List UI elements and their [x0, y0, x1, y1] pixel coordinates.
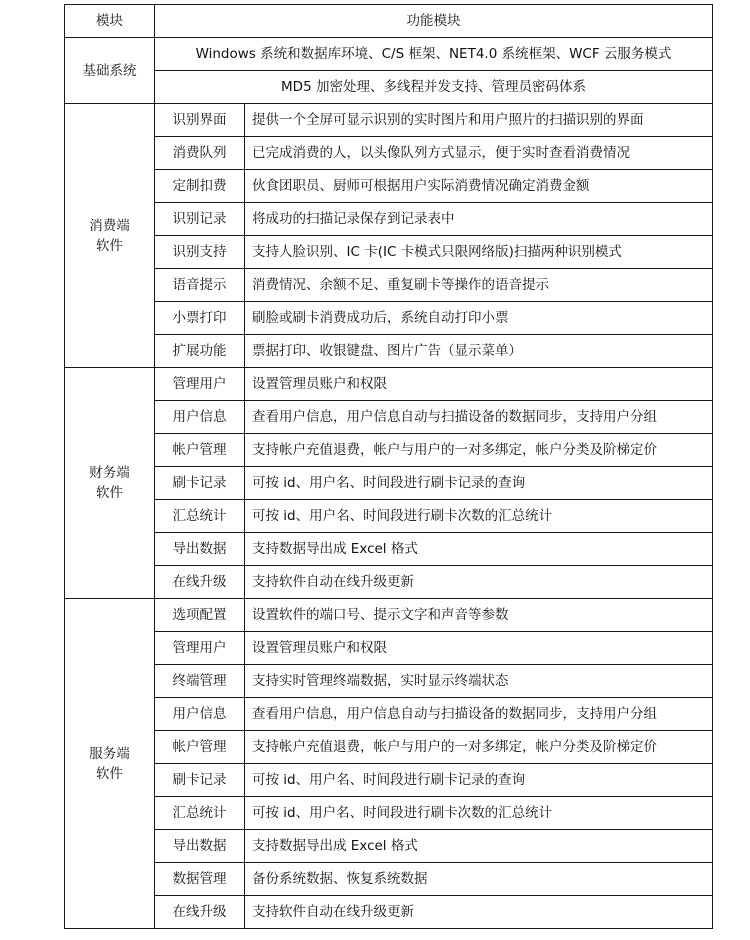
submodule-desc: 支持人脸识别、IC 卡(IC 卡模式只限网络版)扫描两种识别模式 [245, 236, 713, 269]
module-server [65, 599, 155, 929]
submodule-name: 帐户管理 [155, 434, 245, 467]
table-row [65, 236, 713, 269]
table-row [65, 896, 713, 929]
module-name-line1: 财务端 [89, 465, 130, 481]
submodule-desc: 可按 id、用户名、时间段进行刷卡记录的查询 [245, 764, 713, 797]
table-row [65, 203, 713, 236]
table-row [65, 533, 713, 566]
module-base: 基础系统 [65, 38, 155, 104]
header-row [65, 5, 713, 38]
submodule-desc: 备份系统数据、恢复系统数据 [245, 863, 713, 896]
base-desc: Windows 系统和数据库环境、C/S 框架、NET4.0 系统框架、WCF 云服务模式 [155, 38, 713, 71]
module-name-line1: 服务端 [89, 745, 130, 762]
submodule-desc: 设置软件的端口号、提示文字和声音等参数 [245, 599, 713, 632]
base-row [65, 38, 713, 71]
table-row [65, 764, 713, 797]
submodule-desc: 查看用户信息，用户信息自动与扫描设备的数据同步，支持用户分组 [245, 698, 713, 731]
submodule-name: 消费队列 [155, 137, 245, 170]
table-row [65, 137, 713, 170]
spec-sheet [64, 4, 712, 936]
module-name-line2: 软件 [96, 765, 123, 782]
submodule-desc: 支持软件自动在线升级更新 [245, 896, 713, 929]
submodule-name: 刷卡记录 [155, 467, 245, 500]
table-row [65, 632, 713, 665]
table-row [65, 830, 713, 863]
submodule-name: 识别界面 [155, 104, 245, 137]
table-row [65, 269, 713, 302]
submodule-name: 用户信息 [155, 401, 245, 434]
module-name-line1: 消费端 [89, 217, 130, 234]
submodule-name: 刷卡记录 [155, 764, 245, 797]
module-consumer [65, 104, 155, 368]
submodule-desc: 可按 id、用户名、时间段进行刷卡次数的汇总统计 [245, 797, 713, 830]
submodule-name: 小票打印 [155, 302, 245, 335]
submodule-desc: 将成功的扫描记录保存到记录表中 [245, 203, 713, 236]
table-row [65, 401, 713, 434]
table-row [65, 863, 713, 896]
submodule-desc: 设置管理员账户和权限 [245, 368, 713, 401]
submodule-desc: 支持软件自动在线升级更新 [245, 566, 713, 599]
table-row [65, 104, 713, 137]
submodule-name: 识别记录 [155, 203, 245, 236]
module-finance [65, 368, 155, 599]
submodule-name: 定制扣费 [155, 170, 245, 203]
base-row [65, 71, 713, 104]
table-row [65, 302, 713, 335]
table-row [65, 698, 713, 731]
table-row [65, 335, 713, 368]
table-row [65, 434, 713, 467]
submodule-desc: 支持帐户充值退费，帐户与用户的一对多绑定，帐户分类及阶梯定价 [245, 731, 713, 764]
submodule-name: 在线升级 [155, 896, 245, 929]
submodule-desc: 票据打印、收银键盘、图片广告（显示菜单） [245, 335, 713, 368]
table-row [65, 665, 713, 698]
table-row [65, 599, 713, 632]
table-row [65, 467, 713, 500]
submodule-name: 汇总统计 [155, 797, 245, 830]
table-row [65, 566, 713, 599]
submodule-name: 扩展功能 [155, 335, 245, 368]
table-row [65, 500, 713, 533]
submodule-name: 帐户管理 [155, 731, 245, 764]
table-row [65, 731, 713, 764]
submodule-desc: 消费情况、余额不足、重复刷卡等操作的语音提示 [245, 269, 713, 302]
submodule-name: 导出数据 [155, 830, 245, 863]
table-row [65, 368, 713, 401]
submodule-desc: 设置管理员账户和权限 [245, 632, 713, 665]
submodule-name: 语音提示 [155, 269, 245, 302]
submodule-desc: 伙食团职员、厨师可根据用户实际消费情况确定消费金额 [245, 170, 713, 203]
submodule-desc: 已完成消费的人，以头像队列方式显示，便于实时查看消费情况 [245, 137, 713, 170]
module-name-line2: 软件 [96, 485, 123, 501]
submodule-name: 用户信息 [155, 698, 245, 731]
submodule-name: 导出数据 [155, 533, 245, 566]
submodule-desc: 支持实时管理终端数据，实时显示终端状态 [245, 665, 713, 698]
header-function: 功能模块 [155, 5, 713, 38]
submodule-name: 终端管理 [155, 665, 245, 698]
submodule-desc: 支持数据导出成 Excel 格式 [245, 533, 713, 566]
submodule-desc: 查看用户信息，用户信息自动与扫描设备的数据同步，支持用户分组 [245, 401, 713, 434]
submodule-name: 选项配置 [155, 599, 245, 632]
base-desc: MD5 加密处理、多线程并发支持、管理员密码体系 [155, 71, 713, 104]
submodule-name: 识别支持 [155, 236, 245, 269]
submodule-name: 管理用户 [155, 368, 245, 401]
module-name-line2: 软件 [96, 237, 123, 254]
submodule-desc: 支持帐户充值退费，帐户与用户的一对多绑定，帐户分类及阶梯定价 [245, 434, 713, 467]
submodule-desc: 可按 id、用户名、时间段进行刷卡次数的汇总统计 [245, 500, 713, 533]
header-module: 模块 [65, 5, 155, 38]
submodule-name: 管理用户 [155, 632, 245, 665]
submodule-name: 数据管理 [155, 863, 245, 896]
submodule-desc: 提供一个全屏可显示识别的实时图片和用户照片的扫描识别的界面 [245, 104, 713, 137]
table-row [65, 797, 713, 830]
submodule-desc: 支持数据导出成 Excel 格式 [245, 830, 713, 863]
submodule-name: 在线升级 [155, 566, 245, 599]
feature-table [64, 4, 713, 929]
submodule-desc: 可按 id、用户名、时间段进行刷卡记录的查询 [245, 467, 713, 500]
table-row [65, 170, 713, 203]
submodule-desc: 刷脸或刷卡消费成功后，系统自动打印小票 [245, 302, 713, 335]
submodule-name: 汇总统计 [155, 500, 245, 533]
